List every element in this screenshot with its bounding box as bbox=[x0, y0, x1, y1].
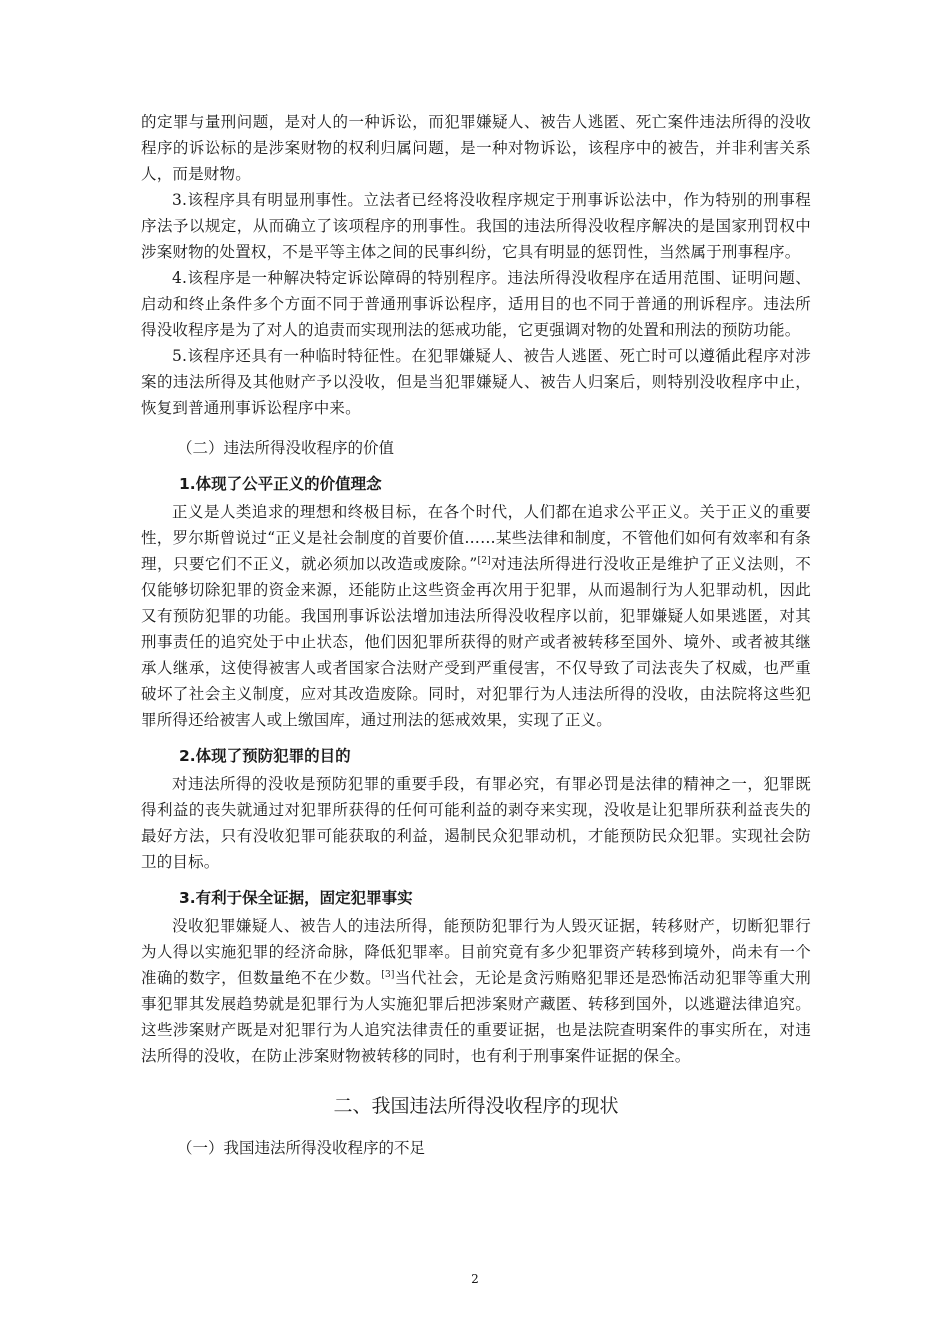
subsection-heading-shortcomings: （一）我国违法所得没收程序的不足 bbox=[177, 1139, 426, 1157]
section-heading-status: 二、我国违法所得没收程序的现状 bbox=[333, 1095, 619, 1117]
page-number: 2 bbox=[471, 1272, 479, 1286]
paragraph-justice bbox=[141, 499, 811, 733]
paragraph-justice-part1: 正义是人类追求的理想和终极目标，在各个时代，人们都在追求公平正义。关于正义的重要性，罗尔斯曾说过“正义是社会制度的首要价值……某些法律和制度，不管他们如何有效率和有条理，只要它们不正义，就必须加以改造或废除。” bbox=[141, 503, 811, 573]
paragraph-prevention: 对违法所得的没收是预防犯罪的重要手段，有罪必究，有罪必罚是法律的精神之一，犯罪既得利益的丧失就通过对犯罪所获得的任何可能利益的剥夺来实现，没收是让犯罪所获利益丧失的最好方法，只有没收犯罪可能获取的利益，遏制民众犯罪动机，才能预防民众犯罪。实现社会防卫的目标。 bbox=[141, 775, 811, 871]
document-body bbox=[141, 109, 811, 1169]
paragraph-feature-3: 3.该程序具有明显刑事性。立法者已经将没收程序规定于刑事诉讼法中，作为特别的刑事程序法予以规定，从而确立了该项程序的刑事性。我国的违法所得没收程序解决的是国家刑罚权中涉案财物的处置权，不是平等主体之间的民事纠纷，它具有明显的惩罚性，当然属于刑事程序。 bbox=[141, 191, 811, 261]
heading-justice: 1.体现了公平正义的价值理念 bbox=[179, 475, 382, 493]
citation-ref-3: [3] bbox=[381, 969, 395, 980]
citation-ref-2: [2] bbox=[477, 555, 491, 566]
paragraph-continued: 的定罪与量刑问题，是对人的一种诉讼，而犯罪嫌疑人、被告人逃匿、死亡案件违法所得的没收程序的诉讼标的是涉案财物的权利归属问题，是一种对物诉讼，该程序中的被告，并非利害关系人，而是财物。 bbox=[141, 113, 811, 183]
paragraph-feature-5: 5.该程序还具有一种临时特征性。在犯罪嫌疑人、被告人逃匿、死亡时可以遵循此程序对涉案的违法所得及其他财产予以没收，但是当犯罪嫌疑人、被告人归案后，则特别没收程序中止，恢复到普通刑事诉讼程序中来。 bbox=[141, 347, 811, 417]
paragraph-evidence-part1: 没收犯罪嫌疑人、被告人的违法所得，能预防犯罪行为人毁灭证据，转移财产，切断犯罪行为人得以实施犯罪的经济命脉，降低犯罪率。目前究竟有多少犯罪资产转移到境外，尚未有一个准确的数字，但数量绝不在少数。 bbox=[141, 917, 811, 987]
heading-evidence: 3.有利于保全证据，固定犯罪事实 bbox=[179, 889, 413, 907]
paragraph-evidence-part2: 当代社会，无论是贪污贿赂犯罪还是恐怖活动犯罪等重大刑事犯罪其发展趋势就是犯罪行为人实施犯罪后把涉案财产藏匿、转移到国外，以逃避法律追究。这些涉案财产既是对犯罪行为人追究法律责任的重要证据，也是法院查明案件的事实所在，对违法所得的没收，在防止涉案财物被转移的同时，也有利于刑事案件证据的保全。 bbox=[141, 969, 811, 1065]
subsection-heading-value: （二）违法所得没收程序的价值 bbox=[177, 439, 395, 457]
heading-prevention: 2.体现了预防犯罪的目的 bbox=[179, 747, 351, 765]
paragraph-justice-part2: 对违法所得进行没收正是维护了正义法则，不仅能够切除犯罪的资金来源，还能防止这些资金再次用于犯罪，从而遏制行为人犯罪动机，因此又有预防犯罪的功能。我国刑事诉讼法增加违法所得没收程序以前，犯罪嫌疑人如果逃匿，对其刑事责任的追究处于中止状态，他们因犯罪所获得的财产或者被转移至国外、境外、或者被其继承人继承，这使得被害人或者国家合法财产受到严重侵害，不仅导致了司法丧失了权威，也严重破坏了社会主义制度，应对其改造废除。同时，对犯罪行为人违法所得的没收，由法院将这些犯罪所得还给被害人或上缴国库，通过刑法的惩戒效果，实现了正义。 bbox=[141, 555, 811, 729]
paragraph-feature-4: 4.该程序是一种解决特定诉讼障碍的特别程序。违法所得没收程序在适用范围、证明问题、启动和终止条件多个方面不同于普通刑事诉讼程序，适用目的也不同于普通的刑诉程序。违法所得没收程序是为了对人的追责而实现刑法的惩戒功能，它更强调对物的处置和刑法的预防功能。 bbox=[141, 269, 811, 339]
paragraph-evidence bbox=[141, 913, 811, 1069]
